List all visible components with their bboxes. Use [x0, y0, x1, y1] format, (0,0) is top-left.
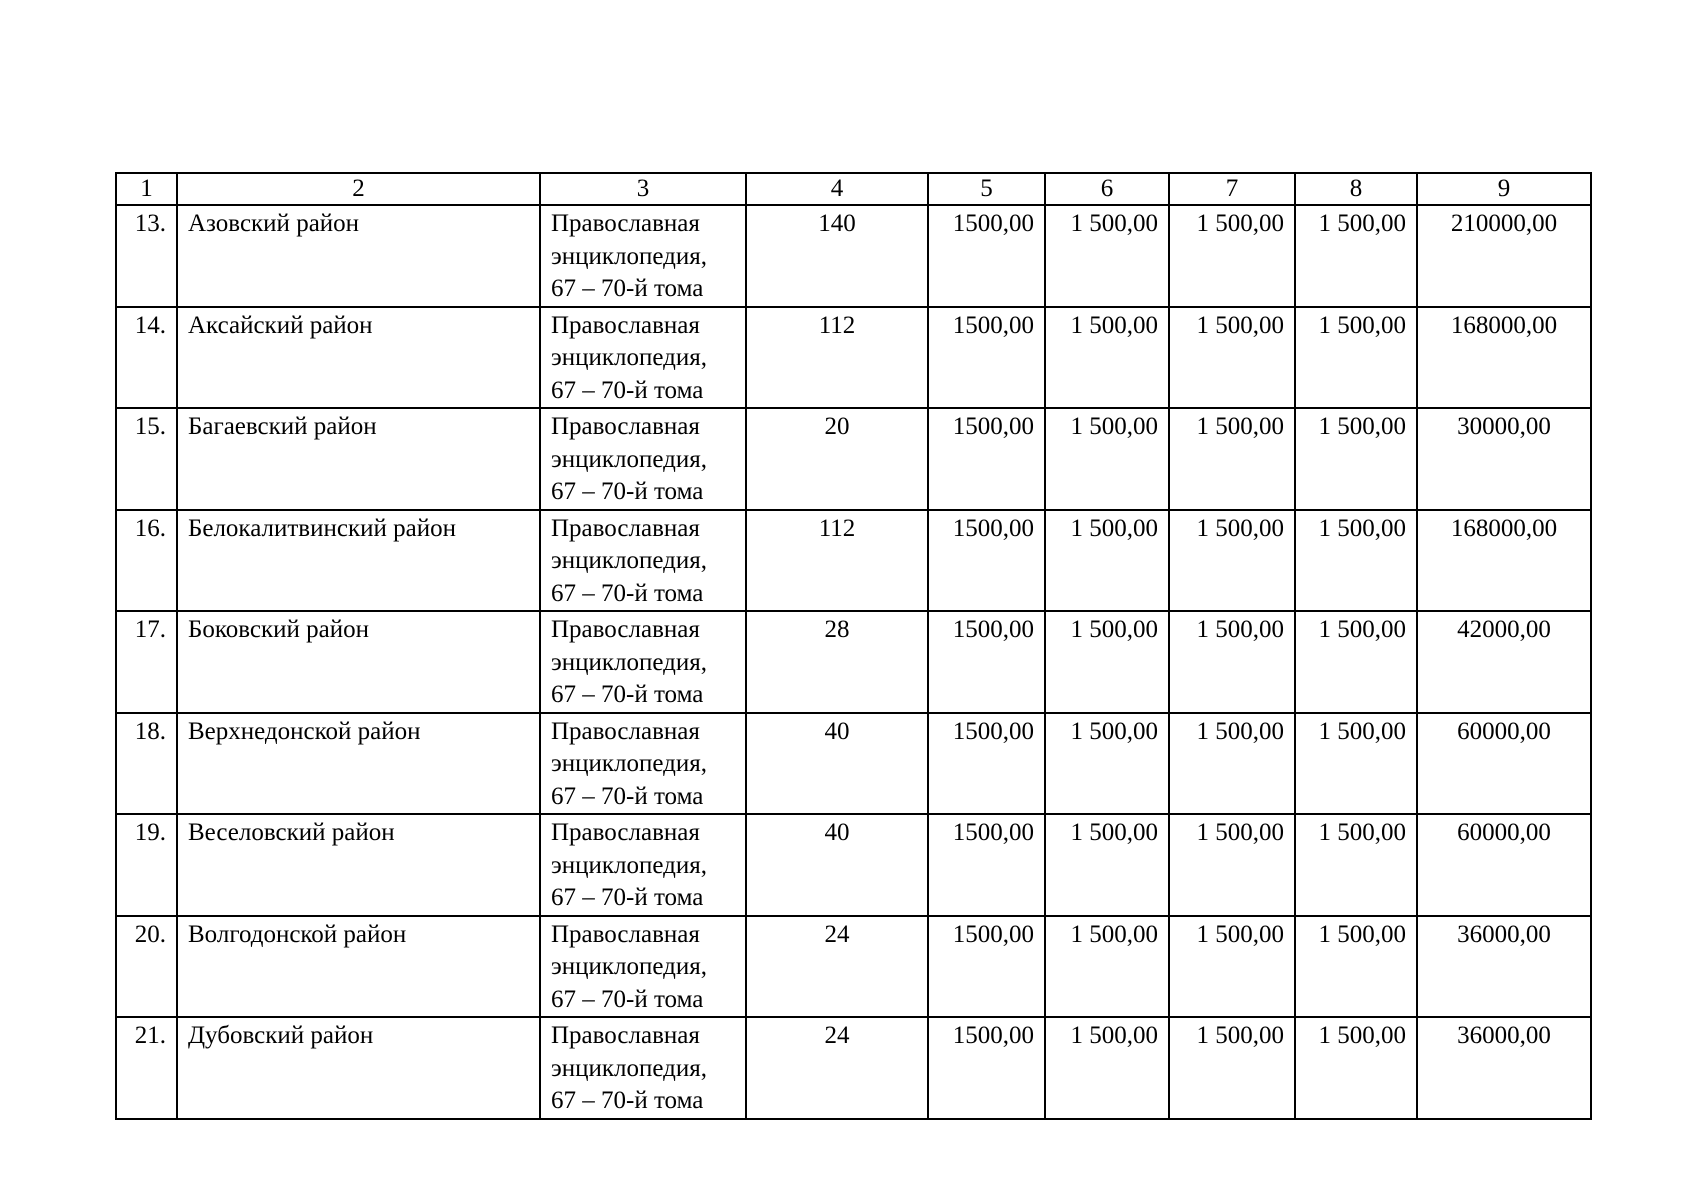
price-col-8: 1 500,00	[1295, 916, 1417, 1018]
price-col-8: 1 500,00	[1295, 713, 1417, 815]
header-col-4: 4	[746, 173, 928, 205]
unit-price: 1500,00	[928, 205, 1045, 307]
publication-line: 67 – 70-й тома	[551, 478, 704, 505]
table-header	[116, 173, 1591, 205]
price-col-7: 1 500,00	[1169, 611, 1295, 713]
price-col-8: 1 500,00	[1295, 510, 1417, 612]
header-col-3: 3	[540, 173, 746, 205]
price-col-6: 1 500,00	[1045, 510, 1169, 612]
table-row	[116, 408, 1591, 510]
publication-name	[540, 307, 746, 409]
publication-line: Православная	[551, 1022, 700, 1049]
header-col-6: 6	[1045, 173, 1169, 205]
quantity: 140	[746, 205, 928, 307]
table-row	[116, 814, 1591, 916]
price-col-6: 1 500,00	[1045, 408, 1169, 510]
publication-line: энциклопедия,	[551, 953, 707, 980]
price-col-7: 1 500,00	[1169, 205, 1295, 307]
unit-price: 1500,00	[928, 510, 1045, 612]
price-col-6: 1 500,00	[1045, 916, 1169, 1018]
table-row	[116, 205, 1591, 307]
row-number: 13.	[116, 205, 177, 307]
unit-price: 1500,00	[928, 1017, 1045, 1119]
row-number: 16.	[116, 510, 177, 612]
price-col-8: 1 500,00	[1295, 1017, 1417, 1119]
publication-line: 67 – 70-й тома	[551, 985, 704, 1013]
total-amount: 36000,00	[1417, 916, 1591, 1018]
row-number: 17.	[116, 611, 177, 713]
district-name: Верхнедонской район	[177, 713, 540, 815]
publication-line: Православная	[551, 311, 700, 339]
table-body	[116, 205, 1591, 1119]
district-name: Дубовский район	[177, 1017, 540, 1119]
price-col-7: 1 500,00	[1169, 1017, 1295, 1119]
publication-line: Православная	[551, 514, 700, 542]
header-col-9: 9	[1417, 173, 1591, 205]
total-amount: 60000,00	[1417, 713, 1591, 815]
price-col-8: 1 500,00	[1295, 307, 1417, 409]
publication-line: 67 – 70-й тома	[551, 275, 704, 302]
price-col-7: 1 500,00	[1169, 510, 1295, 612]
price-col-8: 1 500,00	[1295, 611, 1417, 713]
publication-name	[540, 713, 746, 815]
total-amount: 210000,00	[1417, 205, 1591, 307]
district-name: Багаевский район	[177, 408, 540, 510]
publication-name	[540, 408, 746, 510]
district-name: Белокалитвинский район	[177, 510, 540, 612]
header-col-1: 1	[116, 173, 177, 205]
table-row	[116, 713, 1591, 815]
unit-price: 1500,00	[928, 307, 1045, 409]
unit-price: 1500,00	[928, 916, 1045, 1018]
publication-line: 67 – 70-й тома	[551, 884, 704, 911]
publication-line: 67 – 70-й тома	[551, 376, 704, 404]
quantity: 24	[746, 1017, 928, 1119]
row-number: 15.	[116, 408, 177, 510]
publication-name	[540, 916, 746, 1018]
row-number: 20.	[116, 916, 177, 1018]
row-number: 19.	[116, 814, 177, 916]
price-col-8: 1 500,00	[1295, 205, 1417, 307]
price-col-7: 1 500,00	[1169, 408, 1295, 510]
publication-line: Православная	[551, 717, 700, 745]
total-amount: 60000,00	[1417, 814, 1591, 916]
publication-name	[540, 205, 746, 307]
price-col-6: 1 500,00	[1045, 814, 1169, 916]
district-name: Азовский район	[177, 205, 540, 307]
quantity: 20	[746, 408, 928, 510]
district-name: Аксайский район	[177, 307, 540, 409]
publication-line: 67 – 70-й тома	[551, 681, 704, 708]
price-col-6: 1 500,00	[1045, 611, 1169, 713]
district-name: Веселовский район	[177, 814, 540, 916]
quantity: 40	[746, 713, 928, 815]
total-amount: 168000,00	[1417, 307, 1591, 409]
header-col-7: 7	[1169, 173, 1295, 205]
total-amount: 42000,00	[1417, 611, 1591, 713]
row-number: 14.	[116, 307, 177, 409]
quantity: 112	[746, 307, 928, 409]
unit-price: 1500,00	[928, 408, 1045, 510]
publication-line: энциклопедия,	[551, 1054, 707, 1082]
unit-price: 1500,00	[928, 713, 1045, 815]
price-col-7: 1 500,00	[1169, 814, 1295, 916]
price-col-6: 1 500,00	[1045, 1017, 1169, 1119]
price-col-7: 1 500,00	[1169, 713, 1295, 815]
distribution-table	[115, 172, 1592, 1120]
total-amount: 30000,00	[1417, 408, 1591, 510]
header-col-8: 8	[1295, 173, 1417, 205]
price-col-7: 1 500,00	[1169, 916, 1295, 1018]
publication-line: энциклопедия,	[551, 851, 707, 879]
price-col-6: 1 500,00	[1045, 307, 1169, 409]
publication-line: энциклопедия,	[551, 547, 707, 574]
publication-line: 67 – 70-й тома	[551, 579, 704, 607]
table-row	[116, 1017, 1591, 1119]
quantity: 28	[746, 611, 928, 713]
publication-name	[540, 814, 746, 916]
table-row	[116, 916, 1591, 1018]
price-col-6: 1 500,00	[1045, 713, 1169, 815]
publication-line: энциклопедия,	[551, 242, 707, 270]
publication-line: 67 – 70-й тома	[551, 782, 704, 810]
quantity: 24	[746, 916, 928, 1018]
header-row	[116, 173, 1591, 205]
publication-line: 67 – 70-й тома	[551, 1087, 704, 1114]
publication-line: энциклопедия,	[551, 648, 707, 676]
unit-price: 1500,00	[928, 611, 1045, 713]
price-col-7: 1 500,00	[1169, 307, 1295, 409]
total-amount: 168000,00	[1417, 510, 1591, 612]
quantity: 40	[746, 814, 928, 916]
header-col-5: 5	[928, 173, 1045, 205]
row-number: 18.	[116, 713, 177, 815]
publication-line: Православная	[551, 920, 700, 948]
price-col-6: 1 500,00	[1045, 205, 1169, 307]
unit-price: 1500,00	[928, 814, 1045, 916]
district-name: Боковский район	[177, 611, 540, 713]
header-col-2: 2	[177, 173, 540, 205]
quantity: 112	[746, 510, 928, 612]
price-col-8: 1 500,00	[1295, 408, 1417, 510]
district-name: Волгодонской район	[177, 916, 540, 1018]
publication-line: Православная	[551, 616, 700, 643]
publication-line: Православная	[551, 413, 700, 440]
publication-line: энциклопедия,	[551, 750, 707, 777]
publication-line: энциклопедия,	[551, 445, 707, 473]
publication-line: энциклопедия,	[551, 344, 707, 371]
table-row	[116, 307, 1591, 409]
price-col-8: 1 500,00	[1295, 814, 1417, 916]
publication-name	[540, 510, 746, 612]
publication-line: Православная	[551, 819, 700, 846]
publication-name	[540, 1017, 746, 1119]
table-row	[116, 510, 1591, 612]
table-row	[116, 611, 1591, 713]
publication-line: Православная	[551, 210, 700, 237]
row-number: 21.	[116, 1017, 177, 1119]
publication-name	[540, 611, 746, 713]
total-amount: 36000,00	[1417, 1017, 1591, 1119]
